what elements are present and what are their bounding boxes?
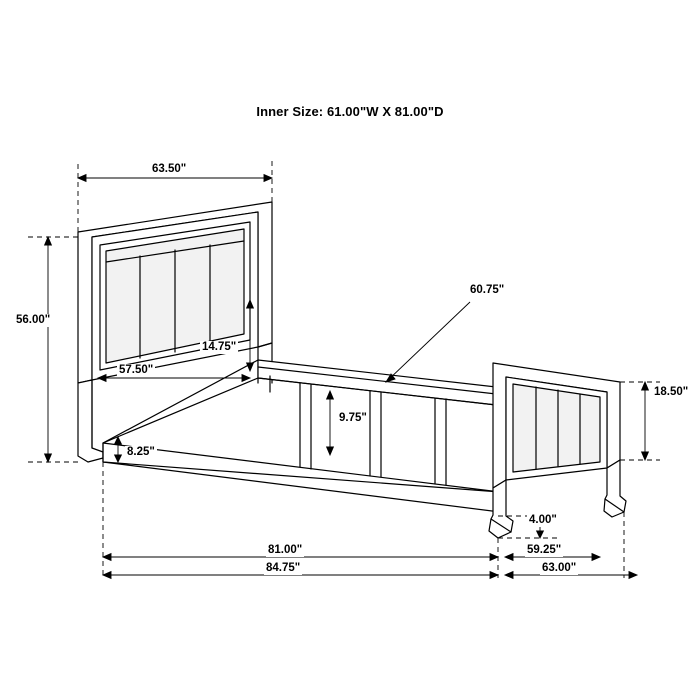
dim-label-headboard-panel-height: 14.75" xyxy=(202,341,237,353)
dim-label-foot-base-height: 4.00" xyxy=(529,514,557,526)
dim-label-slat-to-floor: 60.75" xyxy=(470,284,505,296)
dim-label-deck-height: 9.75" xyxy=(339,412,367,424)
dim-label-leg-clearance: 8.25" xyxy=(127,446,155,458)
dim-label-overall-length: 84.75" xyxy=(266,562,301,574)
dim-label-inner-length: 81.00" xyxy=(268,544,303,556)
dim-60-75-leader xyxy=(386,302,470,382)
dim-label-headboard-panel-width: 57.50" xyxy=(119,364,154,376)
dim-18-50 xyxy=(642,382,649,460)
bed-rails xyxy=(103,360,505,512)
dim-label-footboard-inner-width: 59.25" xyxy=(527,544,562,556)
dim-9-75 xyxy=(327,391,334,455)
dim-label-footboard-height: 18.50" xyxy=(654,386,689,398)
dim-label-headboard-width: 63.50" xyxy=(152,163,187,175)
dim-label-overall-height: 56.00" xyxy=(16,314,51,326)
dim-label-footboard-width: 63.00" xyxy=(542,562,577,574)
dim-56-00 xyxy=(45,237,52,462)
footboard xyxy=(489,363,626,538)
headboard xyxy=(78,202,272,462)
page-title: Inner Size: 61.00"W X 81.00"D xyxy=(256,104,444,119)
